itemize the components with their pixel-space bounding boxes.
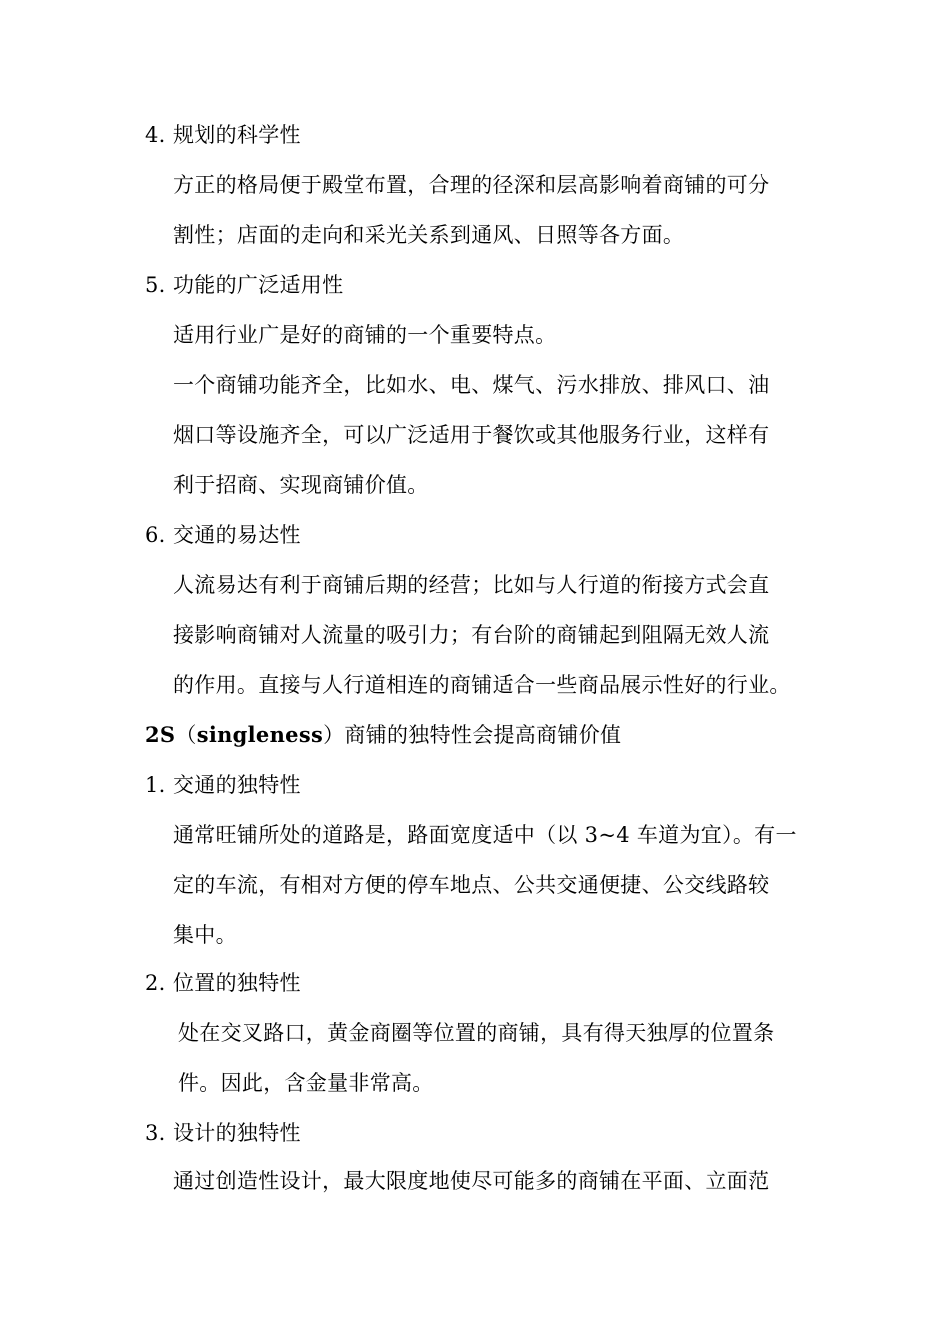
list-heading-3 [145,1118,301,1148]
section-title-2s [145,720,621,750]
paragraph-line: 处在交叉路口，黄金商圈等位置的商铺，具有得天独厚的位置条 [178,1021,775,1045]
heading-text: 交通的易达性 [173,523,301,547]
list-heading-6 [145,520,301,550]
list-heading-5 [145,270,343,300]
paragraph-line: 定的车流，有相对方便的停车地点、公共交通便捷、公交线路较 [173,873,770,897]
title-bold-singleness: singleness [196,722,324,747]
heading-text: 设计的独特性 [173,1121,301,1145]
heading-text: 功能的广泛适用性 [173,273,344,297]
paragraph-line: 通常旺铺所处的道路是，路面宽度适中（以 3~4 车道为宜）。有一 [173,823,797,847]
list-heading-2 [145,968,301,998]
title-paren-close: ） [323,723,345,747]
list-number: 4. [145,123,166,147]
paragraph-line: 集中。 [173,923,237,947]
heading-text: 交通的独特性 [173,773,301,797]
title-bold-2s: 2S [145,722,176,747]
paragraph-line: 人流易达有利于商铺后期的经营；比如与人行道的衔接方式会直 [173,573,770,597]
heading-text: 位置的独特性 [173,971,301,995]
title-rest: 商铺的独特性会提高商铺价值 [344,723,622,747]
paragraph-line: 的作用。直接与人行道相连的商铺适合一些商品展示性好的行业。 [173,673,791,697]
paragraph-line: 烟口等设施齐全，可以广泛适用于餐饮或其他服务行业，这样有 [173,423,770,447]
list-number: 5. [145,273,166,297]
title-paren-open: （ [175,723,197,747]
list-number: 3. [145,1121,166,1145]
list-heading-4 [145,120,301,150]
heading-text: 规划的科学性 [173,123,301,147]
paragraph-line: 接影响商铺对人流量的吸引力；有台阶的商铺起到阻隔无效人流 [173,623,770,647]
paragraph-line: 一个商铺功能齐全，比如水、电、煤气、污水排放、排风口、油 [173,373,770,397]
paragraph-line: 适用行业广是好的商铺的一个重要特点。 [173,323,557,347]
paragraph-line: 利于招商、实现商铺价值。 [173,473,429,497]
paragraph-line: 件。因此，含金量非常高。 [178,1071,434,1095]
list-number: 2. [145,971,166,995]
paragraph-line: 割性；店面的走向和采光关系到通风、日照等各方面。 [173,223,685,247]
list-heading-1 [145,770,301,800]
paragraph-line: 通过创造性设计，最大限度地使尽可能多的商铺在平面、立面范 [173,1169,770,1193]
paragraph-line: 方正的格局便于殿堂布置，合理的径深和层高影响着商铺的可分 [173,173,770,197]
list-number: 1. [145,773,166,797]
list-number: 6. [145,523,166,547]
